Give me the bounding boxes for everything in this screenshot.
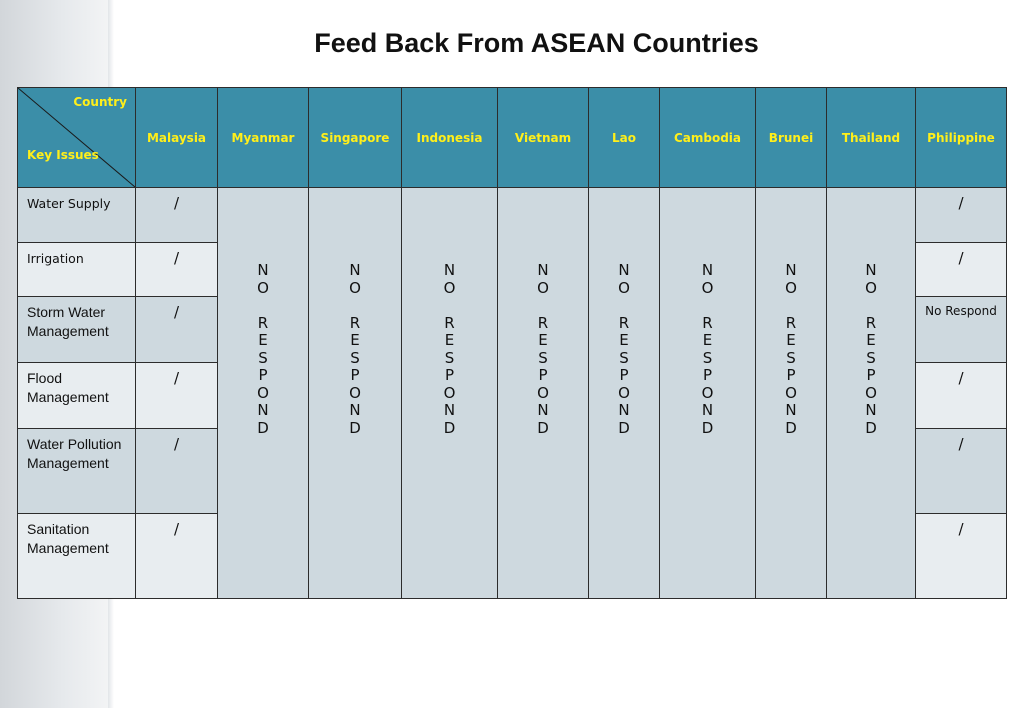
no-respond-letter: D <box>618 418 630 437</box>
malaysia-mark: / <box>136 363 218 429</box>
column-header-philippine: Philippine <box>916 88 1007 188</box>
no-respond-letters <box>309 262 401 437</box>
no-respond-letter: P <box>702 366 713 384</box>
malaysia-mark: / <box>136 188 218 243</box>
issue-label: Water Supply <box>18 188 136 243</box>
no-respond-vietnam <box>498 188 589 599</box>
no-respond-letter: O <box>865 278 877 297</box>
no-respond-letter: N <box>701 261 714 279</box>
philippine-mark: No Respond <box>916 297 1007 363</box>
no-respond-letter: R <box>257 313 269 332</box>
philippine-mark: / <box>916 429 1007 514</box>
no-respond-letter <box>218 297 308 315</box>
no-respond-letter: S <box>786 348 796 367</box>
no-respond-letter: R <box>537 313 549 332</box>
no-respond-letter: N <box>618 261 630 279</box>
no-respond-letter: D <box>443 418 456 437</box>
no-respond-letter: N <box>443 261 456 279</box>
no-respond-brunei <box>756 188 827 599</box>
feedback-table <box>17 87 1007 599</box>
no-respond-letter: O <box>785 278 797 297</box>
no-respond-letter: N <box>785 261 797 279</box>
no-respond-letter: P <box>866 366 876 384</box>
no-respond-letter <box>827 297 915 315</box>
no-respond-letter: S <box>866 348 876 367</box>
philippine-mark: / <box>916 188 1007 243</box>
no-respond-letter: O <box>701 383 714 402</box>
header-row <box>18 88 1007 188</box>
no-respond-letter: P <box>538 366 548 384</box>
no-respond-letters <box>402 262 497 437</box>
no-respond-letter: P <box>786 366 796 384</box>
no-respond-letter: N <box>865 261 877 279</box>
no-respond-letter: S <box>258 348 268 367</box>
no-respond-letter: O <box>443 278 456 297</box>
no-respond-letter: D <box>349 418 361 437</box>
no-respond-letter: O <box>257 278 269 297</box>
no-respond-lao <box>589 188 660 599</box>
no-respond-letters <box>589 262 659 437</box>
no-respond-letter: O <box>537 383 549 402</box>
no-respond-letter: N <box>443 401 456 419</box>
column-header-thailand: Thailand <box>827 88 916 188</box>
no-respond-letter: O <box>785 383 797 402</box>
no-respond-letter: P <box>619 366 629 384</box>
issue-label: Storm Water Management <box>18 297 136 363</box>
no-respond-letter: R <box>865 313 877 332</box>
no-respond-letter: P <box>444 366 455 384</box>
malaysia-mark: / <box>136 514 218 599</box>
philippine-mark: / <box>916 243 1007 297</box>
no-respond-letter: E <box>786 331 796 349</box>
no-respond-myanmar <box>218 188 309 599</box>
issue-label: Sanitation Management <box>18 514 136 599</box>
no-respond-letter: O <box>618 383 630 402</box>
no-respond-letter: S <box>538 348 548 367</box>
no-respond-cambodia <box>660 188 756 599</box>
no-respond-letter: E <box>258 331 268 349</box>
no-respond-letter: S <box>702 348 713 367</box>
no-respond-letter: D <box>865 418 877 437</box>
no-respond-letter: R <box>785 313 797 332</box>
no-respond-letter: R <box>702 313 713 332</box>
no-respond-letter <box>309 297 401 315</box>
column-header-brunei: Brunei <box>756 88 827 188</box>
no-respond-letter: O <box>618 278 630 297</box>
no-respond-letter: N <box>537 261 549 279</box>
no-respond-letter: R <box>618 313 630 332</box>
no-respond-letter: O <box>443 383 456 402</box>
column-header-myanmar: Myanmar <box>218 88 309 188</box>
issue-label: Irrigation <box>18 243 136 297</box>
no-respond-letter: R <box>349 313 361 332</box>
no-respond-letters <box>756 262 826 437</box>
corner-key-issues-label: Key Issues <box>27 148 99 162</box>
page-title: Feed Back From ASEAN Countries <box>314 28 759 58</box>
no-respond-letter: E <box>350 331 360 349</box>
column-header-cambodia: Cambodia <box>660 88 756 188</box>
no-respond-letter: N <box>257 401 269 419</box>
column-header-vietnam: Vietnam <box>498 88 589 188</box>
no-respond-letter <box>498 297 588 315</box>
no-respond-letter: N <box>349 401 361 419</box>
no-respond-letter: S <box>350 348 360 367</box>
header-corner-cell <box>18 88 136 188</box>
no-respond-letter: P <box>350 366 360 384</box>
no-respond-letter: D <box>785 418 797 437</box>
no-respond-letter: N <box>349 261 361 279</box>
no-respond-letter: N <box>257 261 269 279</box>
malaysia-mark: / <box>136 297 218 363</box>
corner-country-label: Country <box>73 95 127 109</box>
column-header-singapore: Singapore <box>309 88 402 188</box>
no-respond-letter: E <box>538 331 548 349</box>
no-respond-letters <box>218 262 308 437</box>
no-respond-letter: O <box>865 383 877 402</box>
no-respond-letter <box>402 297 497 315</box>
no-respond-singapore <box>309 188 402 599</box>
no-respond-letters <box>660 262 755 437</box>
no-respond-letter: E <box>866 331 876 349</box>
column-header-indonesia: Indonesia <box>402 88 498 188</box>
no-respond-letter: N <box>865 401 877 419</box>
no-respond-letter: N <box>537 401 549 419</box>
philippine-mark: / <box>916 363 1007 429</box>
no-respond-thailand <box>827 188 916 599</box>
no-respond-letter: O <box>349 383 361 402</box>
malaysia-mark: / <box>136 429 218 514</box>
no-respond-indonesia <box>402 188 498 599</box>
no-respond-letter: N <box>785 401 797 419</box>
no-respond-letter: D <box>701 418 714 437</box>
no-respond-letter: E <box>619 331 629 349</box>
column-header-lao: Lao <box>589 88 660 188</box>
no-respond-letter <box>660 297 755 315</box>
issue-label: Water Pollution Management <box>18 429 136 514</box>
no-respond-letter: S <box>444 348 455 367</box>
no-respond-letter: O <box>257 383 269 402</box>
no-respond-letter: E <box>702 331 713 349</box>
no-respond-letter: O <box>349 278 361 297</box>
no-respond-letter: O <box>701 278 714 297</box>
column-header-malaysia: Malaysia <box>136 88 218 188</box>
no-respond-letter: E <box>444 331 455 349</box>
no-respond-letter <box>589 297 659 315</box>
no-respond-letter: S <box>619 348 629 367</box>
no-respond-letter: P <box>258 366 268 384</box>
issue-label: Flood Management <box>18 363 136 429</box>
no-respond-letters <box>498 262 588 437</box>
no-respond-letter: N <box>618 401 630 419</box>
no-respond-letter: N <box>701 401 714 419</box>
no-respond-letters <box>827 262 915 437</box>
no-respond-letter: D <box>537 418 549 437</box>
no-respond-letter <box>756 297 826 315</box>
no-respond-letter: R <box>444 313 455 332</box>
philippine-mark: / <box>916 514 1007 599</box>
table-row <box>18 188 1007 243</box>
no-respond-letter: D <box>257 418 269 437</box>
malaysia-mark: / <box>136 243 218 297</box>
no-respond-letter: O <box>537 278 549 297</box>
